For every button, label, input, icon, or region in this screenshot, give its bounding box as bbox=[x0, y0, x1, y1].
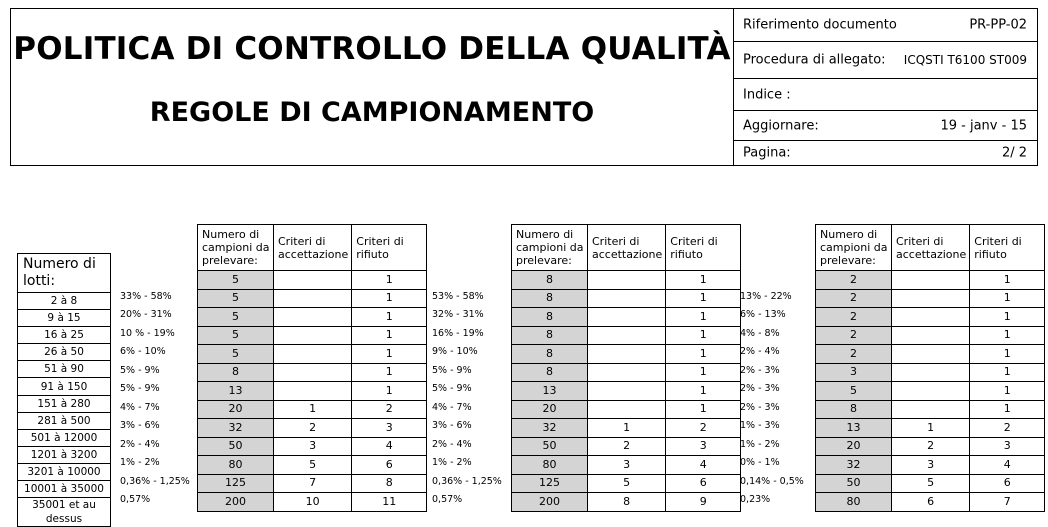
table-row bbox=[512, 456, 741, 475]
header-acceptance: Criteri di accettazione bbox=[274, 225, 352, 271]
table-row bbox=[198, 271, 427, 290]
percent-label: 0,57% bbox=[432, 494, 463, 505]
samples-cell: 200 bbox=[198, 493, 274, 512]
rejection-cell: 1 bbox=[666, 289, 741, 308]
table-row bbox=[816, 289, 1045, 308]
samples-cell: 2 bbox=[816, 289, 892, 308]
rejection-cell: 1 bbox=[666, 400, 741, 419]
header-rejection: Criteri di rifiuto bbox=[666, 225, 741, 271]
rejection-cell: 1 bbox=[970, 382, 1045, 401]
samples-cell: 50 bbox=[198, 437, 274, 456]
percent-label: 1% - 3% bbox=[740, 420, 780, 431]
samples-cell: 13 bbox=[512, 382, 588, 401]
samples-cell: 5 bbox=[198, 308, 274, 327]
samples-cell: 50 bbox=[816, 474, 892, 493]
samples-cell: 2 bbox=[816, 326, 892, 345]
page-title: POLITICA DI CONTROLLO DELLA QUALITÀ bbox=[13, 31, 731, 67]
rejection-cell: 1 bbox=[352, 326, 427, 345]
lot-range: 1201 à 3200 bbox=[18, 446, 111, 463]
meta-label: Procedura di allegato: bbox=[743, 52, 886, 68]
table-row bbox=[198, 308, 427, 327]
title-block bbox=[11, 9, 734, 165]
rejection-cell: 1 bbox=[970, 345, 1045, 364]
meta-label: Pagina: bbox=[743, 145, 791, 161]
acceptance-cell bbox=[892, 382, 970, 401]
lot-range: 91 à 150 bbox=[18, 378, 111, 395]
samples-cell: 32 bbox=[512, 419, 588, 438]
samples-cell: 3 bbox=[816, 363, 892, 382]
table-row bbox=[198, 382, 427, 401]
table-row bbox=[512, 271, 741, 290]
samples-cell: 5 bbox=[816, 382, 892, 401]
rejection-cell: 1 bbox=[352, 345, 427, 364]
rejection-cell: 1 bbox=[352, 308, 427, 327]
meta-row-reference bbox=[733, 9, 1037, 42]
rejection-cell: 1 bbox=[666, 271, 741, 290]
table-row bbox=[512, 289, 741, 308]
acceptance-cell bbox=[274, 289, 352, 308]
percent-label: 4% - 7% bbox=[432, 401, 472, 413]
table-row bbox=[198, 400, 427, 419]
percent-label: 20% - 31% bbox=[120, 309, 172, 320]
percent-label: 9% - 10% bbox=[432, 346, 478, 357]
table-row bbox=[198, 289, 427, 308]
rejection-cell: 1 bbox=[970, 289, 1045, 308]
lots-table bbox=[17, 253, 111, 527]
table-row bbox=[198, 456, 427, 475]
acceptance-cell bbox=[892, 345, 970, 364]
percent-label: 6% - 13% bbox=[740, 309, 786, 320]
percent-label: 16% - 19% bbox=[432, 327, 484, 339]
percent-label: 3% - 6% bbox=[120, 420, 160, 431]
percent-label: 0,57% bbox=[120, 494, 151, 505]
table-row bbox=[816, 419, 1045, 438]
document-header bbox=[10, 8, 1038, 166]
samples-cell: 8 bbox=[512, 326, 588, 345]
acceptance-cell: 6 bbox=[892, 493, 970, 512]
percent-label: 0% - 1% bbox=[740, 457, 780, 468]
rejection-cell: 1 bbox=[352, 363, 427, 382]
meta-block bbox=[733, 9, 1037, 165]
table-row bbox=[816, 493, 1045, 512]
acceptance-cell: 5 bbox=[588, 474, 666, 493]
samples-cell: 5 bbox=[198, 289, 274, 308]
acceptance-cell bbox=[588, 271, 666, 290]
table-row bbox=[198, 493, 427, 512]
lot-range: 501 à 12000 bbox=[18, 429, 111, 446]
percent-label: 33% - 58% bbox=[120, 290, 172, 302]
percent-label: 3% - 6% bbox=[432, 420, 472, 431]
table-row bbox=[512, 382, 741, 401]
rejection-cell: 1 bbox=[666, 308, 741, 327]
samples-cell: 13 bbox=[816, 419, 892, 438]
acceptance-cell: 7 bbox=[274, 474, 352, 493]
samples-cell: 80 bbox=[816, 493, 892, 512]
acceptance-cell bbox=[588, 289, 666, 308]
acceptance-cell bbox=[892, 271, 970, 290]
meta-row-updated bbox=[733, 111, 1037, 141]
table-row bbox=[816, 474, 1045, 493]
samples-cell: 80 bbox=[512, 456, 588, 475]
header-acceptance: Criteri di accettazione bbox=[892, 225, 970, 271]
rejection-cell: 4 bbox=[666, 456, 741, 475]
meta-label: Riferimento documento bbox=[743, 17, 897, 33]
table-row bbox=[512, 326, 741, 345]
header-acceptance: Criteri di accettazione bbox=[588, 225, 666, 271]
acceptance-cell bbox=[274, 326, 352, 345]
header-samples: Numero di campioni da prelevare: bbox=[512, 225, 588, 271]
percent-label: 0,14% - 0,5% bbox=[740, 475, 804, 487]
table-row bbox=[512, 400, 741, 419]
header-samples: Numero di campioni da prelevare: bbox=[198, 225, 274, 271]
rejection-cell: 1 bbox=[352, 271, 427, 290]
acceptance-cell bbox=[274, 382, 352, 401]
acceptance-cell: 1 bbox=[588, 419, 666, 438]
meta-value: ICQSTI T6100 ST009 bbox=[903, 53, 1027, 67]
acceptance-cell: 2 bbox=[274, 419, 352, 438]
rejection-cell: 2 bbox=[970, 419, 1045, 438]
samples-cell: 13 bbox=[198, 382, 274, 401]
lot-range: 281 à 500 bbox=[18, 412, 111, 429]
table-row bbox=[198, 419, 427, 438]
table-row bbox=[816, 326, 1045, 345]
rejection-cell: 1 bbox=[666, 382, 741, 401]
samples-cell: 2 bbox=[816, 271, 892, 290]
acceptance-cell: 3 bbox=[588, 456, 666, 475]
percent-label: 2% - 4% bbox=[740, 346, 780, 357]
percent-label: 0,36% - 1,25% bbox=[120, 475, 190, 487]
acceptance-cell bbox=[588, 400, 666, 419]
acceptance-cell: 2 bbox=[892, 437, 970, 456]
lot-range: 35001 et au dessus bbox=[18, 498, 111, 527]
percent-label: 13% - 22% bbox=[740, 290, 792, 302]
rejection-cell: 2 bbox=[666, 419, 741, 438]
percent-label: 32% - 31% bbox=[432, 309, 484, 320]
samples-cell: 8 bbox=[512, 271, 588, 290]
table-row bbox=[816, 437, 1045, 456]
header-rejection: Criteri di rifiuto bbox=[970, 225, 1045, 271]
rejection-cell: 1 bbox=[666, 363, 741, 382]
rejection-cell: 9 bbox=[666, 493, 741, 512]
acceptance-cell bbox=[274, 308, 352, 327]
acceptance-cell: 1 bbox=[274, 400, 352, 419]
percent-label: 10 % - 19% bbox=[120, 327, 175, 339]
meta-row-procedure bbox=[733, 42, 1037, 79]
lot-range: 10001 à 35000 bbox=[18, 481, 111, 498]
table-row bbox=[816, 345, 1045, 364]
acceptance-cell bbox=[892, 326, 970, 345]
rejection-cell: 3 bbox=[352, 419, 427, 438]
acceptance-cell bbox=[274, 271, 352, 290]
samples-cell: 5 bbox=[198, 326, 274, 345]
rejection-cell: 6 bbox=[666, 474, 741, 493]
rejection-cell: 8 bbox=[352, 474, 427, 493]
table-row bbox=[198, 345, 427, 364]
samples-cell: 8 bbox=[512, 363, 588, 382]
rejection-cell: 1 bbox=[970, 326, 1045, 345]
lot-range: 26 à 50 bbox=[18, 344, 111, 361]
lot-range: 51 à 90 bbox=[18, 361, 111, 378]
percent-label: 2% - 3% bbox=[740, 364, 780, 376]
rejection-cell: 11 bbox=[352, 493, 427, 512]
table-row bbox=[512, 437, 741, 456]
table-row bbox=[816, 308, 1045, 327]
meta-value: 2/ 2 bbox=[1001, 145, 1027, 161]
samples-cell: 8 bbox=[512, 289, 588, 308]
sampling-table bbox=[197, 224, 427, 512]
samples-cell: 125 bbox=[198, 474, 274, 493]
sampling-table bbox=[511, 224, 741, 512]
samples-cell: 2 bbox=[816, 308, 892, 327]
acceptance-cell bbox=[588, 326, 666, 345]
percent-label: 2% - 4% bbox=[432, 438, 472, 450]
acceptance-cell: 10 bbox=[274, 493, 352, 512]
percent-label: 4% - 7% bbox=[120, 401, 160, 413]
rejection-cell: 3 bbox=[970, 437, 1045, 456]
acceptance-cell bbox=[588, 308, 666, 327]
acceptance-cell bbox=[892, 289, 970, 308]
table-row bbox=[198, 326, 427, 345]
rejection-cell: 3 bbox=[666, 437, 741, 456]
percent-label: 1% - 2% bbox=[740, 438, 780, 450]
acceptance-cell bbox=[588, 363, 666, 382]
lot-range: 3201 à 10000 bbox=[18, 463, 111, 480]
samples-cell: 8 bbox=[198, 363, 274, 382]
table-row bbox=[512, 493, 741, 512]
table-row bbox=[816, 363, 1045, 382]
rejection-cell: 4 bbox=[352, 437, 427, 456]
lot-range: 151 à 280 bbox=[18, 395, 111, 412]
percent-label: 53% - 58% bbox=[432, 290, 484, 302]
acceptance-cell bbox=[892, 400, 970, 419]
acceptance-cell bbox=[274, 363, 352, 382]
samples-cell: 50 bbox=[512, 437, 588, 456]
meta-label: Aggiornare: bbox=[743, 118, 819, 133]
percent-label: 5% - 9% bbox=[120, 364, 160, 376]
table-row bbox=[198, 437, 427, 456]
acceptance-cell bbox=[892, 363, 970, 382]
samples-cell: 5 bbox=[198, 271, 274, 290]
samples-cell: 20 bbox=[198, 400, 274, 419]
acceptance-cell bbox=[274, 345, 352, 364]
meta-value: PR-PP-02 bbox=[969, 17, 1027, 33]
rejection-cell: 2 bbox=[352, 400, 427, 419]
table-row bbox=[816, 271, 1045, 290]
percent-label: 1% - 2% bbox=[120, 457, 160, 468]
rejection-cell: 6 bbox=[352, 456, 427, 475]
lots-header: Numero di lotti: bbox=[18, 254, 111, 293]
rejection-cell: 1 bbox=[970, 363, 1045, 382]
samples-cell: 80 bbox=[198, 456, 274, 475]
table-row bbox=[512, 363, 741, 382]
samples-cell: 125 bbox=[512, 474, 588, 493]
table-row bbox=[512, 419, 741, 438]
table-row bbox=[816, 400, 1045, 419]
lot-range: 9 à 15 bbox=[18, 310, 111, 327]
rejection-cell: 1 bbox=[352, 289, 427, 308]
rejection-cell: 6 bbox=[970, 474, 1045, 493]
page-subtitle: REGOLE DI CAMPIONAMENTO bbox=[149, 97, 595, 128]
lot-range: 16 à 25 bbox=[18, 327, 111, 344]
meta-label: Indice : bbox=[743, 87, 791, 102]
samples-cell: 8 bbox=[512, 345, 588, 364]
samples-cell: 2 bbox=[816, 345, 892, 364]
meta-row-index bbox=[733, 79, 1037, 111]
table-row bbox=[512, 474, 741, 493]
rejection-cell: 1 bbox=[970, 400, 1045, 419]
rejection-cell: 1 bbox=[666, 345, 741, 364]
acceptance-cell bbox=[588, 382, 666, 401]
percent-label: 2% - 3% bbox=[740, 401, 780, 413]
header-rejection: Criteri di rifiuto bbox=[352, 225, 427, 271]
sampling-table bbox=[815, 224, 1045, 512]
rejection-cell: 1 bbox=[970, 271, 1045, 290]
percent-label: 1% - 2% bbox=[432, 457, 472, 468]
rejection-cell: 7 bbox=[970, 493, 1045, 512]
percent-label: 2% - 3% bbox=[740, 383, 780, 394]
table-row bbox=[198, 363, 427, 382]
rejection-cell: 4 bbox=[970, 456, 1045, 475]
percent-label: 2% - 4% bbox=[120, 438, 160, 450]
header-samples: Numero di campioni da prelevare: bbox=[816, 225, 892, 271]
acceptance-cell: 1 bbox=[892, 419, 970, 438]
table-row bbox=[816, 456, 1045, 475]
samples-cell: 8 bbox=[512, 308, 588, 327]
percent-label: 5% - 9% bbox=[432, 383, 472, 394]
meta-value: 19 - janv - 15 bbox=[940, 118, 1027, 133]
percent-label: 5% - 9% bbox=[120, 383, 160, 394]
acceptance-cell bbox=[588, 345, 666, 364]
samples-cell: 20 bbox=[816, 437, 892, 456]
samples-cell: 32 bbox=[198, 419, 274, 438]
samples-cell: 20 bbox=[512, 400, 588, 419]
acceptance-cell: 3 bbox=[274, 437, 352, 456]
acceptance-cell: 8 bbox=[588, 493, 666, 512]
samples-cell: 5 bbox=[198, 345, 274, 364]
rejection-cell: 1 bbox=[666, 326, 741, 345]
samples-cell: 32 bbox=[816, 456, 892, 475]
samples-cell: 200 bbox=[512, 493, 588, 512]
acceptance-cell: 2 bbox=[588, 437, 666, 456]
acceptance-cell: 5 bbox=[274, 456, 352, 475]
acceptance-cell bbox=[892, 308, 970, 327]
meta-row-page bbox=[733, 141, 1037, 165]
percent-label: 6% - 10% bbox=[120, 346, 166, 357]
table-row bbox=[816, 382, 1045, 401]
percent-label: 4% - 8% bbox=[740, 327, 780, 339]
percent-label: 0,23% bbox=[740, 494, 771, 505]
table-row bbox=[512, 345, 741, 364]
lot-range: 2 à 8 bbox=[18, 293, 111, 310]
rejection-cell: 1 bbox=[352, 382, 427, 401]
rejection-cell: 1 bbox=[970, 308, 1045, 327]
acceptance-cell: 5 bbox=[892, 474, 970, 493]
acceptance-cell: 3 bbox=[892, 456, 970, 475]
table-row bbox=[198, 474, 427, 493]
percent-label: 5% - 9% bbox=[432, 364, 472, 376]
table-row bbox=[512, 308, 741, 327]
percent-label: 0,36% - 1,25% bbox=[432, 475, 502, 487]
samples-cell: 8 bbox=[816, 400, 892, 419]
